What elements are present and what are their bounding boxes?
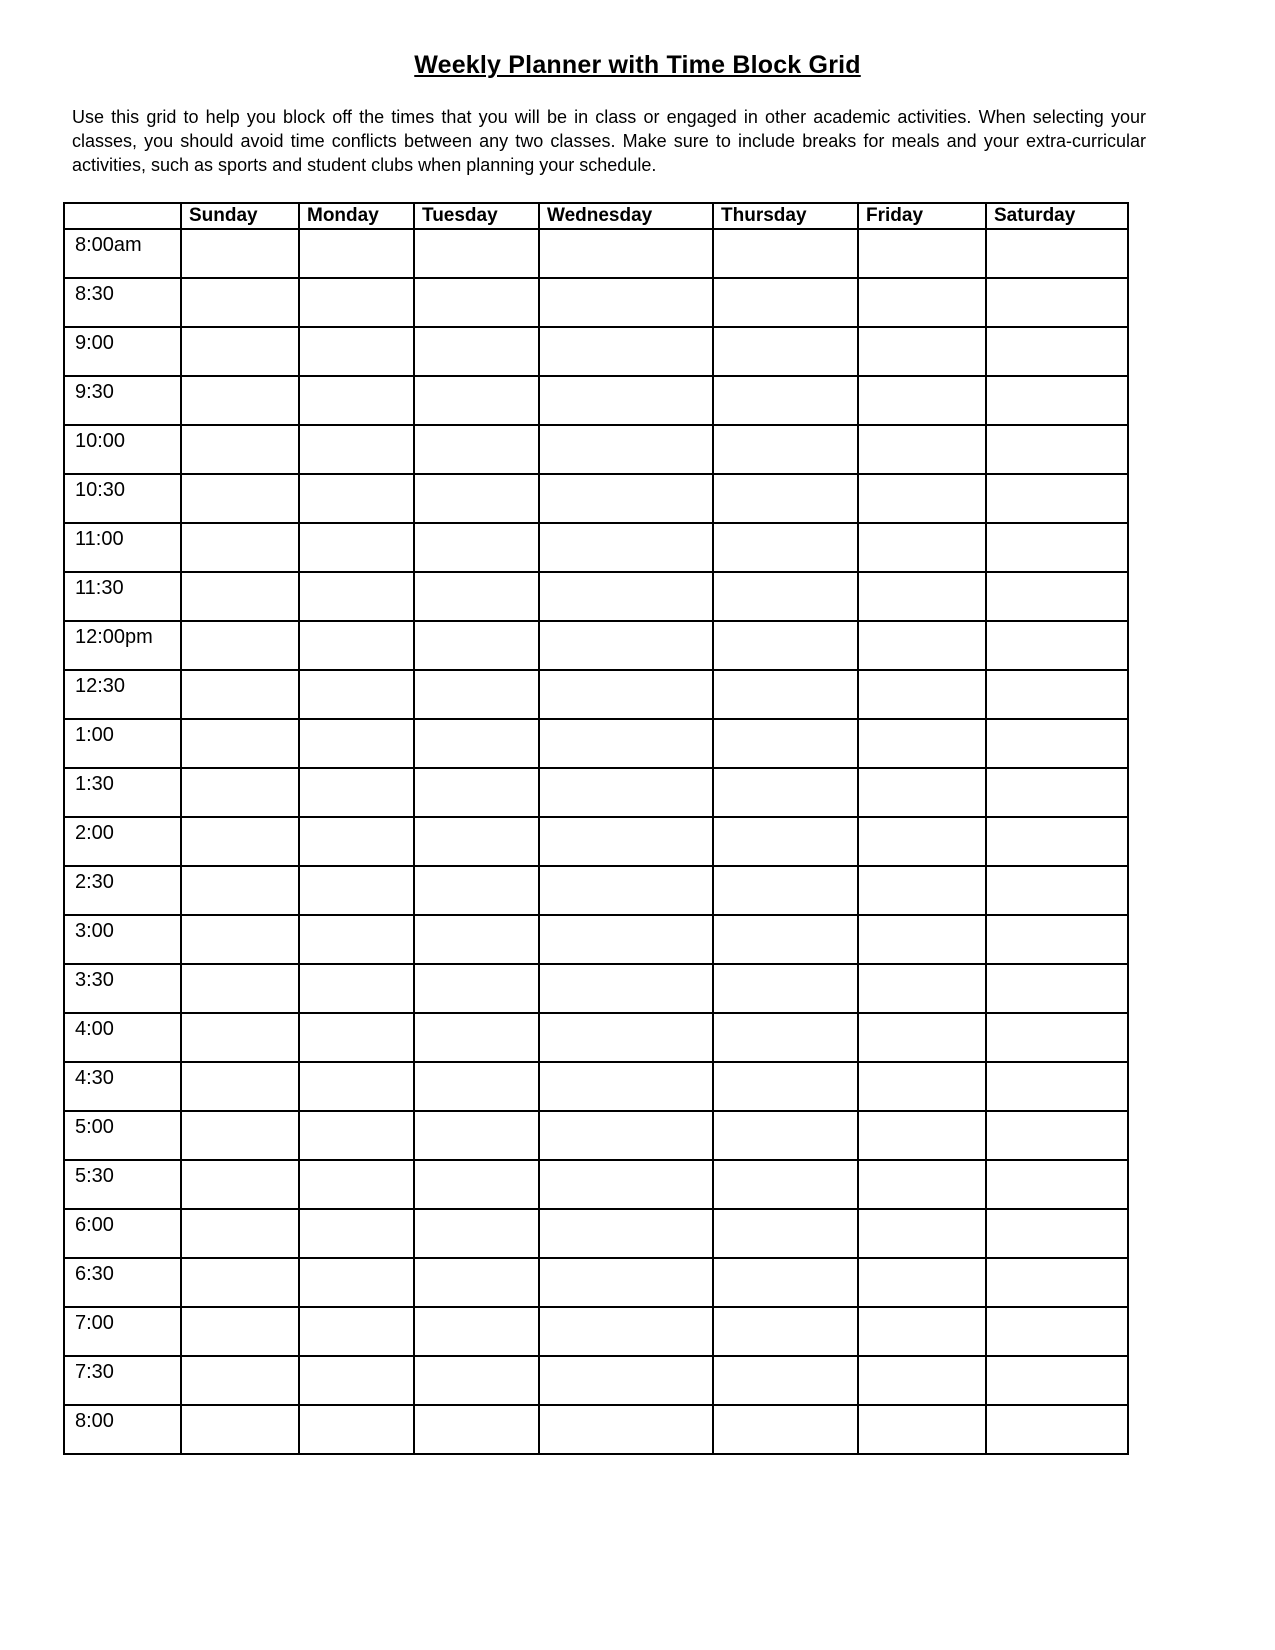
slot-cell-wednesday-12-00pm	[539, 621, 713, 670]
slot-cell-saturday-4-00	[986, 1013, 1128, 1062]
time-row-7-30	[64, 1356, 1128, 1405]
slot-cell-friday-5-30	[858, 1160, 986, 1209]
slot-cell-monday-5-30	[299, 1160, 414, 1209]
slot-cell-friday-12-30	[858, 670, 986, 719]
time-row-6-00	[64, 1209, 1128, 1258]
slot-cell-saturday-12-30	[986, 670, 1128, 719]
slot-cell-monday-6-30	[299, 1258, 414, 1307]
slot-cell-tuesday-6-30	[414, 1258, 539, 1307]
slot-cell-tuesday-5-30	[414, 1160, 539, 1209]
slot-cell-monday-4-30	[299, 1062, 414, 1111]
slot-cell-friday-4-00	[858, 1013, 986, 1062]
slot-cell-wednesday-11-00	[539, 523, 713, 572]
slot-cell-tuesday-10-00	[414, 425, 539, 474]
time-row-5-30	[64, 1160, 1128, 1209]
slot-cell-wednesday-6-00	[539, 1209, 713, 1258]
time-row-12-00pm	[64, 621, 1128, 670]
slot-cell-monday-10-30	[299, 474, 414, 523]
slot-cell-saturday-9-30	[986, 376, 1128, 425]
slot-cell-saturday-3-30	[986, 964, 1128, 1013]
time-label: 4:00	[64, 1013, 181, 1062]
time-row-4-30	[64, 1062, 1128, 1111]
time-label: 12:30	[64, 670, 181, 719]
time-label: 10:00	[64, 425, 181, 474]
slot-cell-thursday-10-00	[713, 425, 858, 474]
slot-cell-monday-10-00	[299, 425, 414, 474]
time-row-10-30	[64, 474, 1128, 523]
page-title: Weekly Planner with Time Block Grid	[414, 51, 861, 79]
slot-cell-wednesday-3-30	[539, 964, 713, 1013]
slot-cell-tuesday-4-00	[414, 1013, 539, 1062]
slot-cell-saturday-2-00	[986, 817, 1128, 866]
slot-cell-saturday-4-30	[986, 1062, 1128, 1111]
slot-cell-thursday-5-30	[713, 1160, 858, 1209]
slot-cell-sunday-8-00am	[181, 229, 299, 278]
slot-cell-wednesday-4-30	[539, 1062, 713, 1111]
slot-cell-saturday-8-00	[986, 1405, 1128, 1454]
time-row-8-00	[64, 1405, 1128, 1454]
slot-cell-tuesday-7-00	[414, 1307, 539, 1356]
slot-cell-monday-6-00	[299, 1209, 414, 1258]
slot-cell-sunday-1-30	[181, 768, 299, 817]
slot-cell-friday-11-00	[858, 523, 986, 572]
slot-cell-wednesday-2-00	[539, 817, 713, 866]
slot-cell-monday-1-30	[299, 768, 414, 817]
slot-cell-wednesday-7-00	[539, 1307, 713, 1356]
slot-cell-friday-1-30	[858, 768, 986, 817]
slot-cell-tuesday-11-00	[414, 523, 539, 572]
slot-cell-sunday-12-00pm	[181, 621, 299, 670]
day-header-thursday: Thursday	[713, 203, 858, 229]
time-row-8-00am	[64, 229, 1128, 278]
slot-cell-tuesday-3-30	[414, 964, 539, 1013]
slot-cell-thursday-1-00	[713, 719, 858, 768]
time-label: 9:00	[64, 327, 181, 376]
slot-cell-sunday-6-30	[181, 1258, 299, 1307]
slot-cell-wednesday-5-30	[539, 1160, 713, 1209]
slot-cell-friday-8-30	[858, 278, 986, 327]
slot-cell-wednesday-9-30	[539, 376, 713, 425]
slot-cell-saturday-11-00	[986, 523, 1128, 572]
slot-cell-tuesday-1-30	[414, 768, 539, 817]
slot-cell-tuesday-10-30	[414, 474, 539, 523]
time-label: 8:30	[64, 278, 181, 327]
slot-cell-sunday-7-00	[181, 1307, 299, 1356]
slot-cell-friday-9-00	[858, 327, 986, 376]
slot-cell-wednesday-10-30	[539, 474, 713, 523]
slot-cell-monday-12-00pm	[299, 621, 414, 670]
slot-cell-saturday-1-00	[986, 719, 1128, 768]
slot-cell-thursday-8-30	[713, 278, 858, 327]
time-row-9-00	[64, 327, 1128, 376]
slot-cell-wednesday-2-30	[539, 866, 713, 915]
slot-cell-thursday-12-30	[713, 670, 858, 719]
slot-cell-tuesday-12-00pm	[414, 621, 539, 670]
slot-cell-monday-8-00	[299, 1405, 414, 1454]
slot-cell-friday-6-30	[858, 1258, 986, 1307]
time-row-2-00	[64, 817, 1128, 866]
slot-cell-thursday-7-00	[713, 1307, 858, 1356]
slot-cell-friday-3-00	[858, 915, 986, 964]
time-label: 3:30	[64, 964, 181, 1013]
slot-cell-thursday-4-00	[713, 1013, 858, 1062]
time-label: 1:30	[64, 768, 181, 817]
time-label: 7:30	[64, 1356, 181, 1405]
slot-cell-wednesday-10-00	[539, 425, 713, 474]
slot-cell-tuesday-11-30	[414, 572, 539, 621]
slot-cell-friday-7-30	[858, 1356, 986, 1405]
time-row-3-30	[64, 964, 1128, 1013]
slot-cell-thursday-7-30	[713, 1356, 858, 1405]
time-row-5-00	[64, 1111, 1128, 1160]
slot-cell-friday-3-30	[858, 964, 986, 1013]
slot-cell-monday-2-30	[299, 866, 414, 915]
slot-cell-wednesday-5-00	[539, 1111, 713, 1160]
slot-cell-monday-4-00	[299, 1013, 414, 1062]
slot-cell-sunday-5-00	[181, 1111, 299, 1160]
slot-cell-thursday-8-00	[713, 1405, 858, 1454]
slot-cell-thursday-6-30	[713, 1258, 858, 1307]
slot-cell-sunday-3-30	[181, 964, 299, 1013]
slot-cell-thursday-2-30	[713, 866, 858, 915]
slot-cell-sunday-4-00	[181, 1013, 299, 1062]
slot-cell-monday-2-00	[299, 817, 414, 866]
time-label: 9:30	[64, 376, 181, 425]
slot-cell-saturday-10-30	[986, 474, 1128, 523]
day-header-row	[64, 203, 1128, 229]
slot-cell-saturday-5-30	[986, 1160, 1128, 1209]
slot-cell-sunday-10-30	[181, 474, 299, 523]
slot-cell-thursday-4-30	[713, 1062, 858, 1111]
time-row-11-00	[64, 523, 1128, 572]
slot-cell-saturday-8-00am	[986, 229, 1128, 278]
slot-cell-thursday-10-30	[713, 474, 858, 523]
slot-cell-tuesday-12-30	[414, 670, 539, 719]
slot-cell-sunday-2-30	[181, 866, 299, 915]
slot-cell-tuesday-9-00	[414, 327, 539, 376]
slot-cell-tuesday-8-00am	[414, 229, 539, 278]
slot-cell-friday-10-30	[858, 474, 986, 523]
slot-cell-sunday-1-00	[181, 719, 299, 768]
slot-cell-saturday-5-00	[986, 1111, 1128, 1160]
slot-cell-sunday-9-30	[181, 376, 299, 425]
time-row-1-00	[64, 719, 1128, 768]
slot-cell-tuesday-6-00	[414, 1209, 539, 1258]
time-label: 6:30	[64, 1258, 181, 1307]
time-label: 6:00	[64, 1209, 181, 1258]
slot-cell-wednesday-8-00am	[539, 229, 713, 278]
slot-cell-thursday-1-30	[713, 768, 858, 817]
planner-table	[63, 202, 1129, 1455]
slot-cell-wednesday-1-30	[539, 768, 713, 817]
time-label: 5:00	[64, 1111, 181, 1160]
slot-cell-saturday-3-00	[986, 915, 1128, 964]
slot-cell-saturday-6-30	[986, 1258, 1128, 1307]
slot-cell-friday-10-00	[858, 425, 986, 474]
slot-cell-sunday-8-30	[181, 278, 299, 327]
time-row-1-30	[64, 768, 1128, 817]
time-label: 7:00	[64, 1307, 181, 1356]
time-row-12-30	[64, 670, 1128, 719]
time-row-6-30	[64, 1258, 1128, 1307]
slot-cell-tuesday-4-30	[414, 1062, 539, 1111]
slot-cell-friday-2-00	[858, 817, 986, 866]
slot-cell-saturday-7-30	[986, 1356, 1128, 1405]
time-label: 5:30	[64, 1160, 181, 1209]
slot-cell-sunday-7-30	[181, 1356, 299, 1405]
slot-cell-friday-9-30	[858, 376, 986, 425]
slot-cell-wednesday-4-00	[539, 1013, 713, 1062]
slot-cell-friday-6-00	[858, 1209, 986, 1258]
slot-cell-friday-7-00	[858, 1307, 986, 1356]
slot-cell-thursday-12-00pm	[713, 621, 858, 670]
slot-cell-sunday-11-00	[181, 523, 299, 572]
slot-cell-friday-2-30	[858, 866, 986, 915]
slot-cell-wednesday-6-30	[539, 1258, 713, 1307]
time-row-11-30	[64, 572, 1128, 621]
slot-cell-sunday-8-00	[181, 1405, 299, 1454]
slot-cell-wednesday-8-30	[539, 278, 713, 327]
planner-body	[64, 229, 1128, 1454]
slot-cell-thursday-2-00	[713, 817, 858, 866]
slot-cell-sunday-3-00	[181, 915, 299, 964]
day-header-saturday: Saturday	[986, 203, 1128, 229]
slot-cell-thursday-9-30	[713, 376, 858, 425]
slot-cell-saturday-10-00	[986, 425, 1128, 474]
day-header-monday: Monday	[299, 203, 414, 229]
slot-cell-tuesday-8-00	[414, 1405, 539, 1454]
slot-cell-thursday-3-00	[713, 915, 858, 964]
time-row-4-00	[64, 1013, 1128, 1062]
slot-cell-monday-5-00	[299, 1111, 414, 1160]
slot-cell-thursday-8-00am	[713, 229, 858, 278]
slot-cell-monday-11-30	[299, 572, 414, 621]
slot-cell-monday-8-30	[299, 278, 414, 327]
slot-cell-tuesday-9-30	[414, 376, 539, 425]
slot-cell-tuesday-2-30	[414, 866, 539, 915]
slot-cell-monday-8-00am	[299, 229, 414, 278]
slot-cell-monday-3-00	[299, 915, 414, 964]
slot-cell-wednesday-3-00	[539, 915, 713, 964]
slot-cell-sunday-10-00	[181, 425, 299, 474]
slot-cell-friday-12-00pm	[858, 621, 986, 670]
slot-cell-friday-1-00	[858, 719, 986, 768]
time-row-3-00	[64, 915, 1128, 964]
slot-cell-tuesday-2-00	[414, 817, 539, 866]
slot-cell-saturday-1-30	[986, 768, 1128, 817]
slot-cell-saturday-11-30	[986, 572, 1128, 621]
slot-cell-saturday-6-00	[986, 1209, 1128, 1258]
slot-cell-tuesday-8-30	[414, 278, 539, 327]
slot-cell-friday-4-30	[858, 1062, 986, 1111]
slot-cell-sunday-6-00	[181, 1209, 299, 1258]
slot-cell-sunday-9-00	[181, 327, 299, 376]
slot-cell-wednesday-1-00	[539, 719, 713, 768]
day-header-friday: Friday	[858, 203, 986, 229]
time-row-7-00	[64, 1307, 1128, 1356]
corner-cell	[64, 203, 181, 229]
slot-cell-thursday-11-00	[713, 523, 858, 572]
slot-cell-wednesday-11-30	[539, 572, 713, 621]
day-header-tuesday: Tuesday	[414, 203, 539, 229]
time-label: 1:00	[64, 719, 181, 768]
slot-cell-wednesday-12-30	[539, 670, 713, 719]
time-row-10-00	[64, 425, 1128, 474]
time-label: 11:00	[64, 523, 181, 572]
slot-cell-sunday-12-30	[181, 670, 299, 719]
planner-header	[64, 203, 1128, 229]
slot-cell-monday-9-00	[299, 327, 414, 376]
slot-cell-thursday-3-30	[713, 964, 858, 1013]
slot-cell-monday-12-30	[299, 670, 414, 719]
time-label: 8:00	[64, 1405, 181, 1454]
slot-cell-tuesday-7-30	[414, 1356, 539, 1405]
slot-cell-thursday-9-00	[713, 327, 858, 376]
instructions-paragraph: Use this grid to help you block off the times that you will be in class or engaged in other academic activities. When selecting your classes, you should avoid time conflicts between any two classes. Make sure to include breaks for meals and your extra-curricular activities, such as sports and student clubs when planning your schedule.	[72, 107, 1146, 175]
time-row-2-30	[64, 866, 1128, 915]
slot-cell-friday-5-00	[858, 1111, 986, 1160]
time-label: 10:30	[64, 474, 181, 523]
time-label: 12:00pm	[64, 621, 181, 670]
slot-cell-monday-11-00	[299, 523, 414, 572]
slot-cell-saturday-9-00	[986, 327, 1128, 376]
slot-cell-monday-3-30	[299, 964, 414, 1013]
day-header-wednesday: Wednesday	[539, 203, 713, 229]
time-label: 2:30	[64, 866, 181, 915]
slot-cell-friday-8-00am	[858, 229, 986, 278]
time-label: 3:00	[64, 915, 181, 964]
slot-cell-tuesday-5-00	[414, 1111, 539, 1160]
slot-cell-friday-8-00	[858, 1405, 986, 1454]
slot-cell-thursday-11-30	[713, 572, 858, 621]
slot-cell-saturday-8-30	[986, 278, 1128, 327]
slot-cell-thursday-5-00	[713, 1111, 858, 1160]
slot-cell-tuesday-3-00	[414, 915, 539, 964]
slot-cell-saturday-12-00pm	[986, 621, 1128, 670]
slot-cell-wednesday-7-30	[539, 1356, 713, 1405]
slot-cell-sunday-2-00	[181, 817, 299, 866]
slot-cell-tuesday-1-00	[414, 719, 539, 768]
slot-cell-wednesday-8-00	[539, 1405, 713, 1454]
slot-cell-wednesday-9-00	[539, 327, 713, 376]
slot-cell-monday-9-30	[299, 376, 414, 425]
slot-cell-sunday-4-30	[181, 1062, 299, 1111]
slot-cell-friday-11-30	[858, 572, 986, 621]
day-header-sunday: Sunday	[181, 203, 299, 229]
slot-cell-sunday-11-30	[181, 572, 299, 621]
slot-cell-monday-7-00	[299, 1307, 414, 1356]
time-row-8-30	[64, 278, 1128, 327]
slot-cell-sunday-5-30	[181, 1160, 299, 1209]
slot-cell-monday-7-30	[299, 1356, 414, 1405]
time-label: 8:00am	[64, 229, 181, 278]
time-row-9-30	[64, 376, 1128, 425]
slot-cell-saturday-7-00	[986, 1307, 1128, 1356]
slot-cell-saturday-2-30	[986, 866, 1128, 915]
time-label: 11:30	[64, 572, 181, 621]
time-label: 2:00	[64, 817, 181, 866]
slot-cell-monday-1-00	[299, 719, 414, 768]
slot-cell-thursday-6-00	[713, 1209, 858, 1258]
time-label: 4:30	[64, 1062, 181, 1111]
